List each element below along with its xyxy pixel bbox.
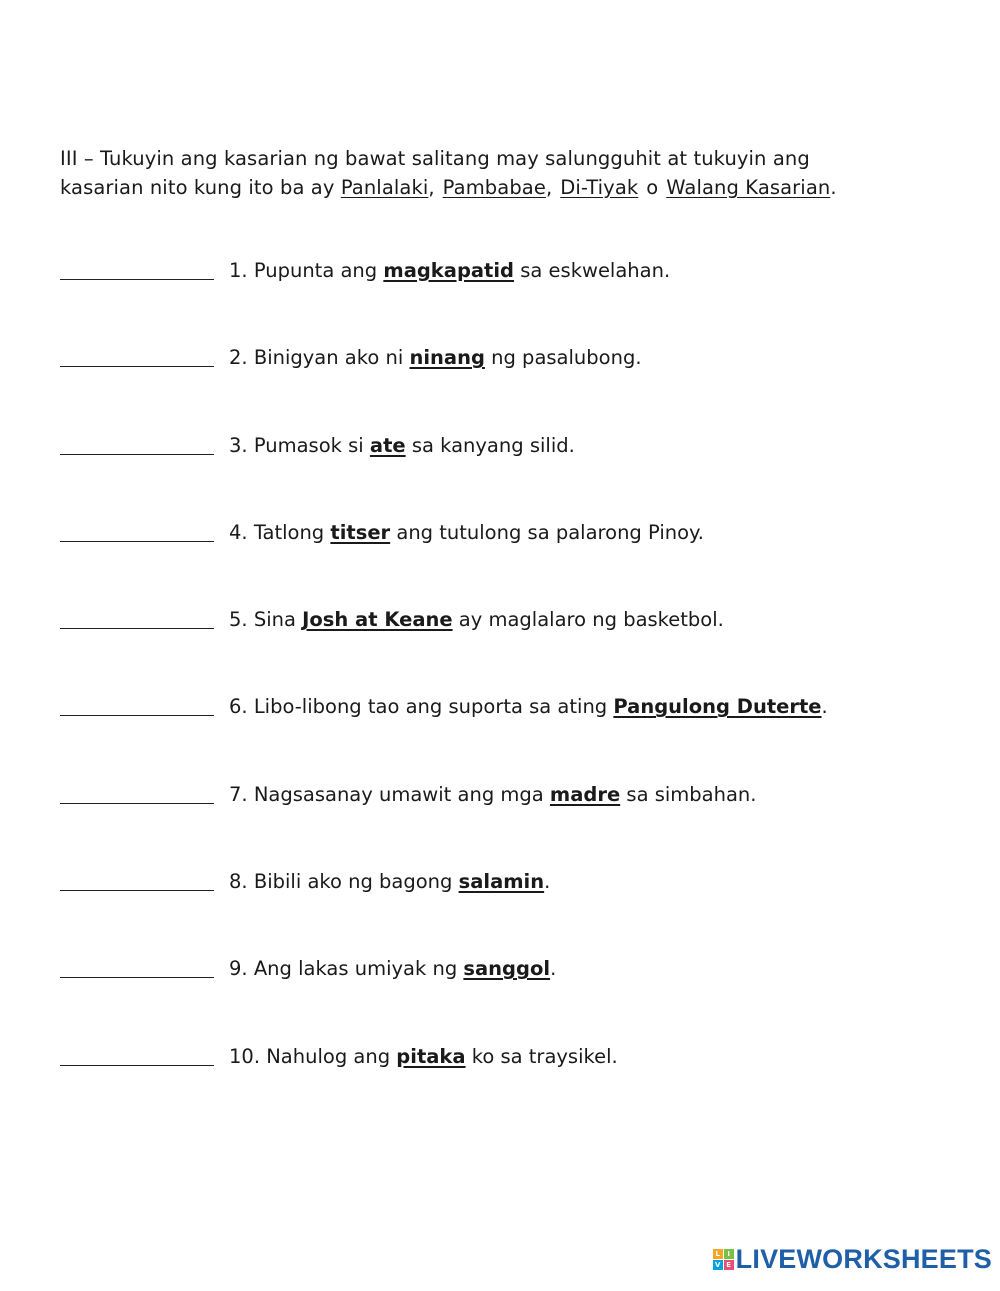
sentence-before: Libo-libong tao ang suporta sa ating <box>253 695 608 719</box>
underlined-keyword: salamin <box>458 870 545 894</box>
sentence-after: . <box>544 870 551 894</box>
question-item <box>60 343 980 430</box>
question-sentence <box>229 256 670 286</box>
instructions-prefix: kasarian nito kung ito ba ay <box>60 176 335 199</box>
question-item <box>60 605 980 692</box>
logo-mark-letter: I <box>724 1249 734 1259</box>
answer-blank[interactable] <box>60 256 214 280</box>
sentence-after: sa simbahan. <box>626 782 757 806</box>
question-item <box>60 954 980 1041</box>
question-sentence <box>229 605 724 635</box>
question-item <box>60 1042 980 1129</box>
instructions <box>60 144 960 202</box>
underlined-keyword: pitaka <box>396 1044 466 1068</box>
underlined-keyword: sanggol <box>463 957 551 981</box>
sentence-after: ay maglalaro ng basketbol. <box>458 608 724 632</box>
sentence-after: sa eskwelahan. <box>520 259 671 282</box>
comma-1: , <box>428 176 435 199</box>
underlined-keyword: ate <box>369 433 406 457</box>
question-number: 1. <box>229 259 248 282</box>
logo-mark-letter: L <box>713 1249 723 1259</box>
question-item <box>60 256 980 343</box>
instructions-period: . <box>830 176 837 199</box>
underlined-keyword: madre <box>549 782 621 806</box>
answer-blank[interactable] <box>60 954 214 978</box>
question-sentence <box>229 518 704 548</box>
answer-blank[interactable] <box>60 692 214 716</box>
underlined-keyword: ninang <box>409 346 485 370</box>
question-sentence <box>229 867 550 897</box>
question-item <box>60 431 980 518</box>
question-number: 8. <box>229 870 248 894</box>
instructions-line-2 <box>60 173 960 202</box>
answer-blank[interactable] <box>60 605 214 629</box>
comma-2: , <box>545 176 553 199</box>
question-number: 7. <box>229 782 248 806</box>
option-di-tiyak: Di-Tiyak <box>560 176 639 199</box>
sentence-before: Ang lakas umiyak ng <box>253 957 458 981</box>
sentence-before: Sina <box>253 608 296 632</box>
sentence-before: Nahulog ang <box>266 1044 391 1068</box>
question-sentence <box>229 954 556 984</box>
underlined-keyword: Pangulong Duterte <box>613 695 822 719</box>
question-number: 4. <box>229 520 248 544</box>
sentence-before: Binigyan ako ni <box>253 346 404 370</box>
question-item <box>60 518 980 605</box>
question-list <box>60 256 980 1129</box>
sentence-after: ang tutulong sa palarong Pinoy. <box>396 520 705 544</box>
sentence-after: ko sa traysikel. <box>471 1044 618 1068</box>
question-sentence <box>229 343 642 373</box>
question-item <box>60 867 980 954</box>
sentence-before: Bibili ako ng bagong <box>253 870 453 894</box>
sentence-before: Tatlong <box>253 520 325 544</box>
answer-blank[interactable] <box>60 867 214 891</box>
sentence-before: Pupunta ang <box>253 259 378 282</box>
sentence-after: ng pasalubong. <box>491 346 642 370</box>
underlined-keyword: magkapatid <box>383 259 515 282</box>
question-sentence <box>229 1042 618 1072</box>
sentence-before: Nagsasanay umawit ang mga <box>253 782 544 806</box>
answer-blank[interactable] <box>60 343 214 367</box>
option-panlalaki: Panlalaki <box>340 176 429 199</box>
question-number: 10. <box>229 1044 261 1068</box>
logo-text: LIVEWORKSHEETS <box>735 1244 992 1274</box>
liveworksheets-logo-icon <box>713 1249 734 1270</box>
option-walang-kasarian: Walang Kasarian <box>666 176 831 199</box>
underlined-keyword: titser <box>330 520 391 544</box>
option-pambabae: Pambabae <box>442 176 546 199</box>
liveworksheets-logo <box>713 1244 992 1275</box>
sentence-before: Pumasok si <box>253 433 364 457</box>
option-connector: o <box>646 176 659 199</box>
question-number: 2. <box>229 346 248 370</box>
sentence-after: sa kanyang silid. <box>411 433 575 457</box>
answer-blank[interactable] <box>60 1042 214 1066</box>
answer-blank[interactable] <box>60 780 214 804</box>
sentence-after: . <box>550 957 557 981</box>
question-number: 9. <box>229 957 248 981</box>
logo-mark-letter: V <box>713 1260 723 1270</box>
question-sentence <box>229 780 756 810</box>
question-item <box>60 692 980 779</box>
underlined-keyword: Josh at Keane <box>302 608 453 632</box>
question-sentence <box>229 431 575 461</box>
answer-blank[interactable] <box>60 431 214 455</box>
question-item <box>60 780 980 867</box>
sentence-after: . <box>821 695 828 719</box>
question-number: 5. <box>229 608 248 632</box>
question-sentence <box>229 692 828 722</box>
question-number: 6. <box>229 695 248 719</box>
answer-blank[interactable] <box>60 518 214 542</box>
instructions-line-1: III – Tukuyin ang kasarian ng bawat salitang may salungguhit at tukuyin ang <box>60 147 810 170</box>
logo-mark-letter: E <box>724 1260 734 1270</box>
question-number: 3. <box>229 433 248 457</box>
